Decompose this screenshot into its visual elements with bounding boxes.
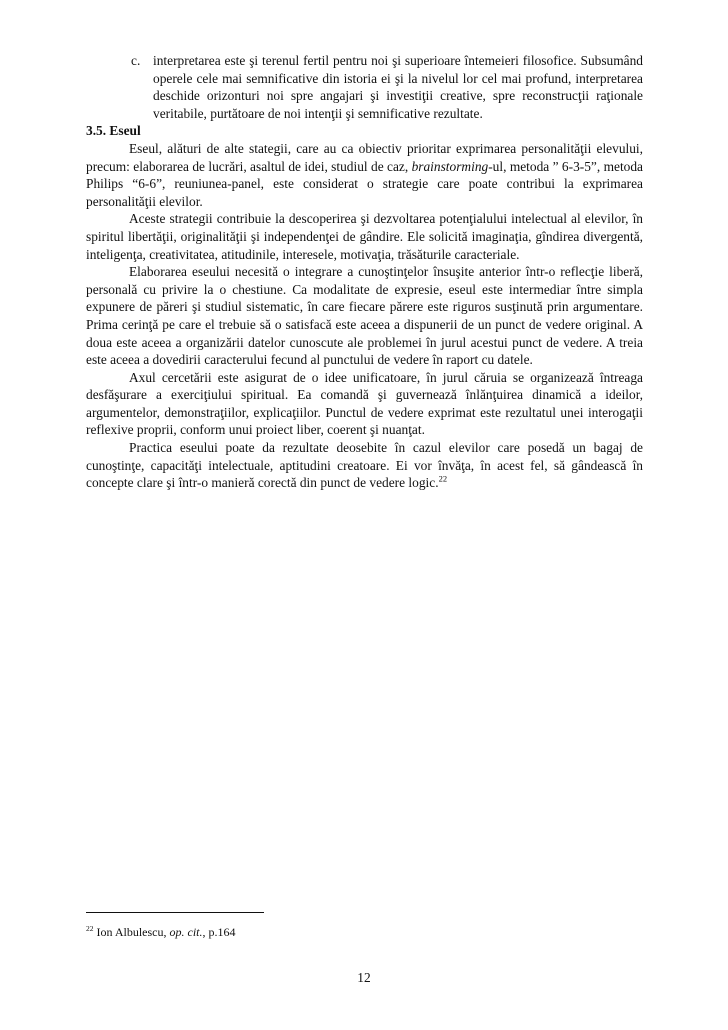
list-item-c — [86, 52, 643, 122]
paragraph-2: Aceste strategii contribuie la descoperirea şi dezvoltarea potenţialului intelectual al elevilor, în spiritul libertăţii, originalităţii şi independenţei de gândire. Ele solicită imaginaţia, gîndirea divergentă, inteligenţa, creativitatea, atitudinile, interesele, motivaţia, trăsăturile caracteriale. — [86, 211, 643, 262]
paragraph-1: Eseul, alături de alte stategii, care au ca obiectiv prioritar exprimarea personalităţii elevului, precum: elaborarea de lucrări, asaltul de idei, studiul de caz, brainstorming-ul, metoda ” 6-3-5”, metoda Philips “6-6”, reuniunea-panel, este considerat o strategie care poate contribui la exprimarea personalităţii elevilor. — [86, 140, 643, 209]
footnote-number: 22 — [86, 924, 94, 933]
paragraph-5: Practica eseului poate da rezultate deosebite în cazul elevilor care posedă un bagaj de cunoştinţe, capacităţi intelectuale, aptitudini creatoare. Ei vor învăţa, în acest fel, să gândească în concepte clare şi într-o manieră corectă din punct de vedere logic.$^{22}$ — [86, 440, 643, 491]
page-number: 12 — [357, 970, 371, 985]
footnote-divider — [86, 912, 264, 913]
document-body — [86, 52, 643, 492]
list-item-text: interpretarea este şi terenul fertil pentru noi şi superioare întemeieri filosofice. Subsumând operele cele mai semnificative din istoria ei şi la nivelul lor cel mai profund, interpretarea deschide orizonturi noi spre angajari şi investiţii creative, spre reconstrucţii raţionale veritabile, purtătoare de noi intenţii şi semnificative rezultate. — [153, 53, 643, 121]
paragraph-3: Elaborarea eseului necesită o integrare a cunoştinţelor însuşite anterior într-o reflecţie liberă, personală cu privire la o chestiune. Ca modalitate de expresie, eseul este intermediar între simpla expunere de păreri şi studiul sistematic, în care fiecare părere este riguros susţinută prin argumentare. Prima cerinţă pe care el trebuie să o satisfacă este aceea a dispunerii de un punct de vedere original. A doua este aceea a organizării datelor cunoscute ale problemei în jurul acestui punct de vedere. A treia este aceea a dovedirii caracterului fecund al punctului de vedere în raport cu datele. — [86, 264, 643, 368]
section-heading: 3.5. Eseul — [86, 123, 141, 139]
emphasis-brainstorming: brainstorming — [411, 158, 489, 174]
paragraph-4: Axul cercetării este asigurat de o idee unificatoare, în jurul căruia se organizează întreaga desfăşurare a exerciţiului spiritual. Ea comandă şi guvernează înlănţuirea dinamică a ideilor, argumentelor, demonstraţiilor, explicaţiilor. Punctul de vedere exprimat este rezultatul unei interogaţii reflexive proprii, conform unui proiect liber, coerent şi nuanţat. — [86, 369, 643, 438]
footnote: $^{22}$ Ion Albulescu, op. cit., p.164 — [86, 924, 236, 939]
list-marker: c. — [131, 53, 141, 68]
footnote-citation: op. cit. — [169, 925, 203, 939]
footnote-ref[interactable]: 22 — [438, 473, 448, 484]
